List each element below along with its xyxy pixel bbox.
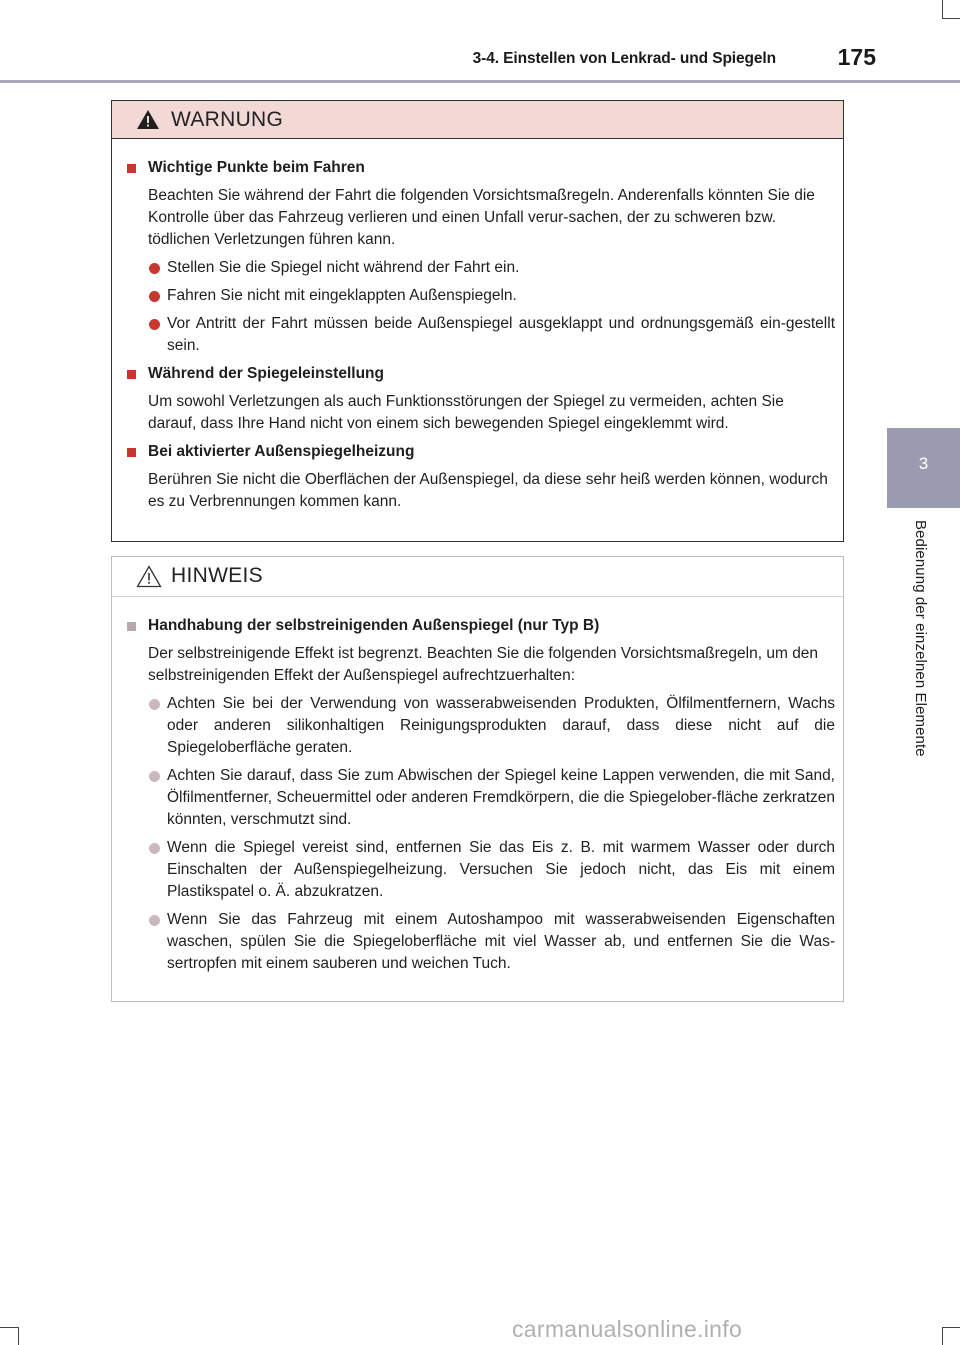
square-bullet-icon (127, 370, 136, 379)
section-heading: Während der Spiegeleinstellung (126, 363, 835, 385)
header-rule (0, 80, 960, 83)
section-title: 3-4. Einstellen von Lenkrad- und Spiegeln (472, 50, 776, 67)
list-item: Wenn Sie das Fahrzeug mit einem Autoshampoo mit wasserabweisenden Eigenschaften waschen, spülen Sie die Spiegeloberfläche mit viel Wasser ab, und entfernen Sie die Was-sertropfen mit einem sauberen und weichen Tuch. (126, 909, 835, 975)
section-heading: Wichtige Punkte beim Fahren (126, 157, 835, 179)
warning-body (112, 139, 843, 513)
bullet-icon (149, 291, 160, 302)
section-text: Berühren Sie nicht die Oberflächen der Außenspiegel, da diese sehr heiß werden können, wodurch es zu Verbrennungen kommen kann. (148, 471, 828, 510)
section-text: Um sowohl Verletzungen als auch Funktionsstörungen der Spiegel zu vermeiden, achten Sie darauf, dass Ihre Hand nicht von einem sich bewegenden Spiegel eingeklemmt wird. (148, 393, 784, 432)
bullet-icon (149, 263, 160, 274)
warning-title: WARNUNG (171, 108, 284, 131)
crop-mark (942, 1327, 943, 1345)
list-item: Fahren Sie nicht mit eingeklappten Außenspiegeln. (126, 285, 835, 307)
list-item: Achten Sie darauf, dass Sie zum Abwischen der Spiegel keine Lappen verwenden, die mit Sand, Ölfilmentferner, Scheuermittel oder anderen Fremdkörpern, die die Spiegelober-fläche zerkratzen könnten, verschmutzt sind. (126, 765, 835, 831)
crop-mark (0, 1327, 18, 1328)
bullet-icon (149, 319, 160, 330)
bullet-icon (149, 843, 160, 854)
square-bullet-icon (127, 164, 136, 173)
page-number: 175 (837, 44, 876, 70)
section-text: Beachten Sie während der Fahrt die folgenden Vorsichtsmaßregeln. Anderenfalls könnten Sie die Kontrolle über das Fahrzeug verlieren und einen Unfall verur-sachen, der zu schweren bzw. tödlichen Verletzungen führen kann. (148, 187, 815, 248)
chapter-number: 3 (918, 454, 929, 473)
list-item: Stellen Sie die Spiegel nicht während der Fahrt ein. (126, 257, 835, 279)
chapter-tab (887, 428, 960, 508)
square-bullet-icon (127, 448, 136, 457)
bullet-icon (149, 699, 160, 710)
warning-header (112, 101, 843, 139)
crop-mark (18, 1327, 19, 1345)
crop-mark (942, 0, 943, 18)
caution-triangle-icon (136, 565, 162, 588)
notice-box (111, 556, 844, 1002)
watermark: carmanualsonline.info (512, 1316, 743, 1342)
chapter-label: Bedienung der einzelnen Elemente (912, 520, 929, 757)
list-item: Wenn die Spiegel vereist sind, entfernen Sie das Eis z. B. mit warmem Wasser oder durch Einschalten der Außenspiegelheizung. Versuchen Sie jedoch nicht, das Eis mit einem Plastikspatel o. Ä. abzukratzen. (126, 837, 835, 903)
notice-title: HINWEIS (171, 564, 263, 587)
bullet-icon (149, 771, 160, 782)
bullet-icon (149, 915, 160, 926)
section-text: Der selbstreinigende Effekt ist begrenzt. Beachten Sie die folgenden Vorsichtsmaßregeln, um den selbstreinigenden Effekt der Außenspiegel aufrechtzuerhalten: (148, 645, 819, 684)
list-item: Achten Sie bei der Verwendung von wasserabweisenden Produkten, Ölfilmentfernern, Wachs oder anderen silikonhaltigen Reinigungsprodukten darauf, dass diese nicht auf die Spiegeloberfläche geraten. (126, 693, 835, 759)
notice-body (112, 597, 843, 975)
square-bullet-icon (127, 622, 136, 631)
list-item: Vor Antritt der Fahrt müssen beide Außenspiegel ausgeklappt und ordnungsgemäß ein-gestellt sein. (126, 313, 835, 357)
section-heading: Handhabung der selbstreinigenden Außenspiegel (nur Typ B) (126, 615, 835, 637)
warning-triangle-icon (136, 109, 160, 130)
notice-header (112, 557, 843, 597)
crop-mark (942, 1327, 960, 1328)
warning-box (111, 100, 844, 542)
section-heading: Bei aktivierter Außenspiegelheizung (126, 441, 835, 463)
crop-mark (942, 18, 960, 19)
